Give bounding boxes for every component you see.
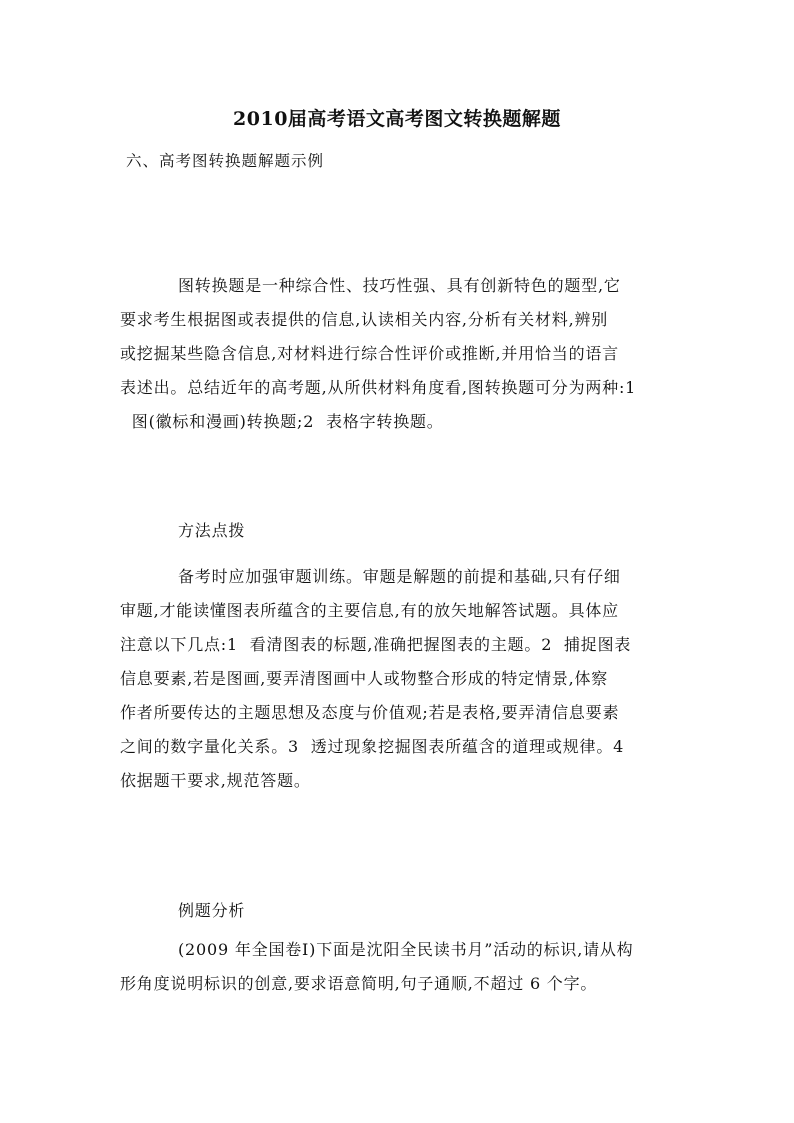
example-heading: 例题分析 — [178, 901, 246, 920]
paragraph-line: 形角度说明标识的创意,要求语意简明,句子通顺,不超过 6 个字。 — [120, 974, 598, 993]
paragraph-line: 依据题干要求,规范答题。 — [120, 771, 311, 790]
example-paragraph — [120, 933, 680, 1001]
paragraph-line: (2009 年全国卷Ⅰ)下面是沈阳全民读书月”活动的标识,请从构 — [178, 940, 634, 959]
method-paragraph — [120, 560, 680, 798]
paragraph-line: 图(徽标和漫画)转换题;2 表格字转换题。 — [120, 412, 444, 431]
paragraph-line: 或挖掘某些隐含信息,对材料进行综合性评价或推断,并用恰当的语言 — [120, 344, 619, 363]
paragraph-line: 要求考生根据图或表提供的信息,认读相关内容,分析有关材料,辨别 — [120, 310, 609, 329]
paragraph-line: 图转换题是一种综合性、技巧性强、具有创新特色的题型,它 — [178, 276, 621, 295]
paragraph-line: 审题,才能读懂图表所蕴含的主要信息,有的放矢地解答试题。具体应 — [120, 601, 619, 620]
paragraph-line: 表述出。总结近年的高考题,从所供材料角度看,图转换题可分为两种:1 — [120, 378, 637, 397]
section-subtitle: 六、高考图转换题解题示例 — [126, 152, 325, 170]
document-title: 2010届高考语文高考图文转换题解题 — [233, 108, 561, 130]
intro-paragraph — [120, 269, 680, 439]
method-heading: 方法点拨 — [178, 521, 246, 540]
paragraph-line: 之间的数字量化关系。3 透过现象挖掘图表所蕴含的道理或规律。4 — [120, 737, 625, 756]
paragraph-line: 信息要素,若是图画,要弄清图画中人或物整合形成的特定情景,体察 — [120, 669, 609, 688]
paragraph-line: 作者所要传达的主题思想及态度与价值观;若是表格,要弄清信息要素 — [120, 703, 620, 722]
paragraph-line: 注意以下几点:1 看清图表的标题,准确把握图表的主题。2 捕捉图表 — [120, 635, 632, 654]
paragraph-line: 备考时应加强审题训练。审题是解题的前提和基础,只有仔细 — [178, 567, 621, 586]
